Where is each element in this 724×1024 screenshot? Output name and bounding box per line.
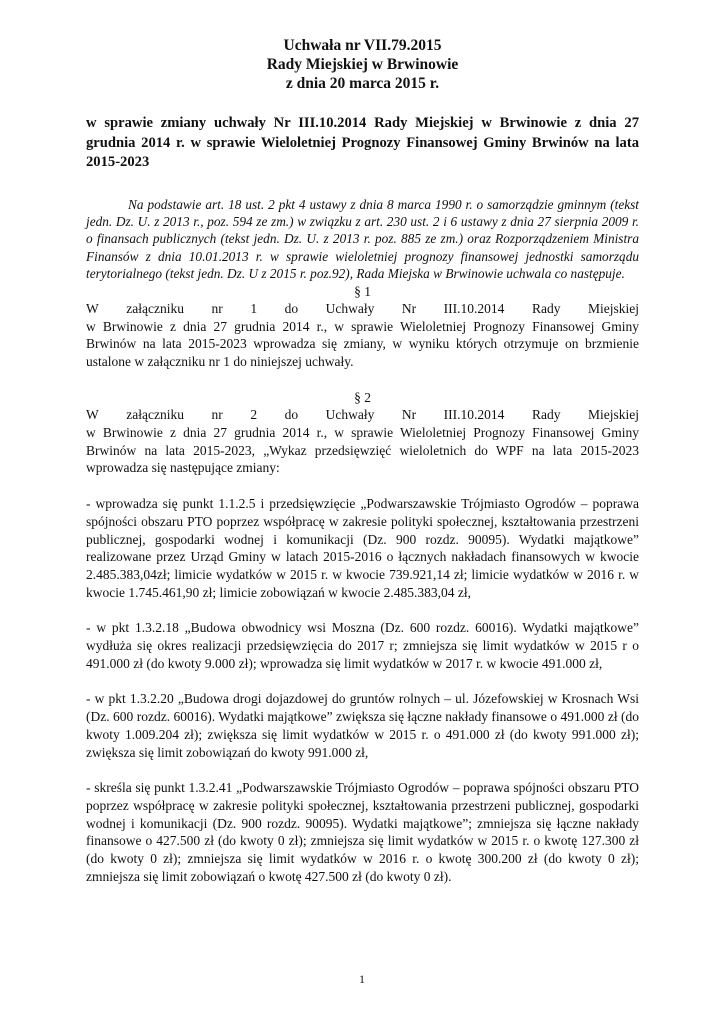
section-1-first-line xyxy=(86,300,639,318)
document-title xyxy=(86,36,639,93)
legal-basis-intro: Na podstawie art. 18 ust. 2 pkt 4 ustawy z dnia 8 marca 1990 r. o samorządzie gminnym (tekst jedn. Dz. U. z 2013 r., poz. 594 ze zm.) w związku z art. 230 ust. 2 i 6 ustawy z dnia 27 sierpnia 2009 r. o finansach publicznych (tekst jedn. Dz. U. z 2013 r. poz. 885 ze zm.) oraz Rozporządzeniem Ministra Finansów z dnia 10.01.2013 r. w sprawie wieloletniej prognozy finansowej jednostki samorządu terytorialnego (tekst jedn. Dz. U z 2015 r. poz.92), Rada Miejska w Brwinowie uchwala co następuje. xyxy=(86,196,639,282)
word: 1 xyxy=(250,301,258,317)
change-item: - wprowadza się punkt 1.1.2.5 i przedsięwzięcie „Podwarszawskie Trójmiasto Ogrodów – poprawa spójności obszaru PTO poprzez współpracę w zakresie polityki społecznej, kształtowania przestrzeni publicznej, gospodarki wodnej i komunikacji (Dz. 900 rozdz. 90095). Wydatki majątkowe” realizowane przez Urząd Gminy w latach 2015-2016 o łącznych nakładach finansowych w kwocie 2.485.383,04zł; limicie wydatków w 2015 r. w kwocie 739.921,14 zł; limicie wydatków w 2016 r. w kwocie 1.745.461,90 zł; limicie zobowiązań w kwocie 2.485.383,04 zł, xyxy=(86,496,639,600)
section-2-sign: § 2 xyxy=(354,389,371,405)
change-item: - w pkt 1.3.2.20 „Budowa drogi dojazdowej do gruntów rolnych – ul. Józefowskiej w Krosnach Wsi (Dz. 600 rozdz. 60016). Wydatki majątkowe” zwiększa się łączne nakłady finansowe o 491.000 zł (do kwoty 1.009.204 zł); zwiększa się limit wydatków w 2015 r. o 491.000 zł (do kwoty 991.000 zł); zwiększa się limit zobowiązań do kwoty 991.000 zł, xyxy=(86,691,639,760)
word: Uchwały xyxy=(325,301,375,317)
word: nr xyxy=(211,301,223,317)
section-2-first-line xyxy=(86,406,639,424)
word: III.10.2014 xyxy=(443,407,505,423)
change-item: - w pkt 1.3.2.18 „Budowa obwodnicy wsi Moszna (Dz. 600 rozdz. 60016). Wydatki majątkowe” wydłuża się okres realizacji przedsięwzięcia do 2017 r; zmniejsza się limit wydatków w 2015 r o 491.000 zł (do kwoty 9.000 zł); wprowadza się limit wydatków w 2017 r. w kwocie 491.000 zł, xyxy=(86,620,639,671)
page-number: 1 xyxy=(359,972,365,986)
word: załączniku xyxy=(126,407,184,423)
title-line-date: z dnia 20 marca 2015 r. xyxy=(285,75,440,92)
word: nr xyxy=(211,407,223,423)
word: 2 xyxy=(250,407,258,423)
word: W xyxy=(86,301,99,317)
word: Miejskiej xyxy=(587,407,639,423)
word: Rady xyxy=(531,407,561,423)
document-page xyxy=(86,36,639,886)
document-subject: w sprawie zmiany uchwały Nr III.10.2014 Rady Miejskiej w Brwinowie z dnia 27 grudnia 2014 r. w sprawie Wieloletniej Prognozy Finansowej Gminy Brwinów na lata 2015-2023 xyxy=(86,115,639,170)
word: Nr xyxy=(401,301,417,317)
word: Uchwały xyxy=(325,407,375,423)
change-item: - skreśla się punkt 1.3.2.41 „Podwarszawskie Trójmiasto Ogrodów – poprawa spójności obszaru PTO poprzez współpracę w zakresie polityki społecznej, kształtowania przestrzeni publicznej, gospodarki wodnej i komunikacji (Dz. 900 rozdz. 90095). Wydatki majątkowe”; zmniejsza się łączne nakłady finansowe o 427.500 zł (do kwoty 0 zł); zmniejsza się limit wydatków w 2015 r. o kwotę 127.300 zł (do kwoty 0 zł); zmniejsza się limit wydatków w 2016 r. o kwotę 300.200 zł (do kwoty 0 zł); zmniejsza się limit zobowiązań o kwotę 427.500 zł (do kwoty 0 zł). xyxy=(86,780,639,884)
word: do xyxy=(284,407,299,423)
word: III.10.2014 xyxy=(443,301,505,317)
word: Nr xyxy=(401,407,417,423)
section-1-text: w Brwinowie z dnia 27 grudnia 2014 r., w sprawie Wieloletniej Prognozy Finansowej Gminy Brwinów na lata 2015-2023 wprowadza się zmiany, w wyniku których otrzymuje on brzmienie ustalone w załączniku nr 1 do niniejszej uchwały. xyxy=(86,318,639,370)
section-1-sign: § 1 xyxy=(354,283,371,299)
word: W xyxy=(86,407,99,423)
word: Rady xyxy=(531,301,561,317)
title-line-resolution-number: Uchwała nr VII.79.2015 xyxy=(283,37,442,54)
word: załączniku xyxy=(126,301,184,317)
word: do xyxy=(284,301,299,317)
word: Miejskiej xyxy=(587,301,639,317)
title-line-council: Rady Miejskiej w Brwinowie xyxy=(266,56,459,73)
section-2-text: w Brwinowie z dnia 27 grudnia 2014 r., w sprawie Wieloletniej Prognozy Finansowej Gminy Brwinów na lata 2015-2023, „Wykaz przedsięwzięć wieloletnich do WPF na lata 2015-2023 wprowadza się następujące zmiany: xyxy=(86,425,639,476)
